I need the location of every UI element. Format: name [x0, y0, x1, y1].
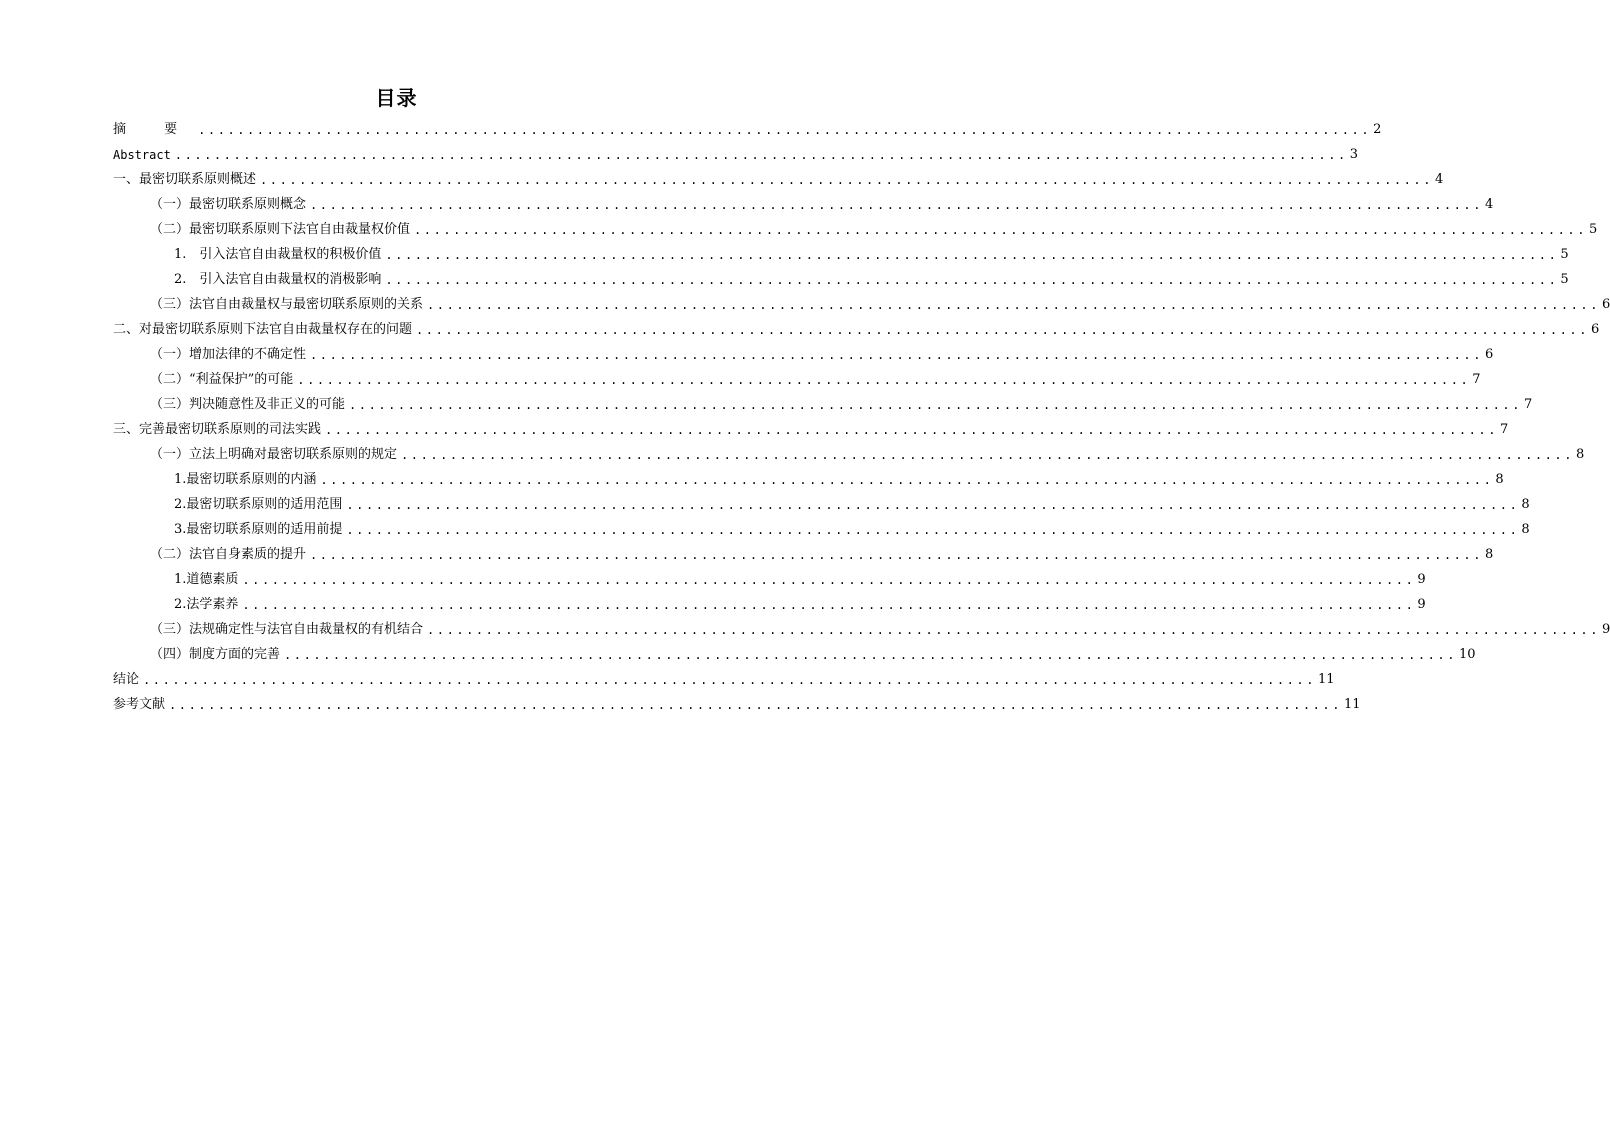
toc-leader: ........................................................................................................................: [346, 523, 1520, 537]
toc-entry-page: 5: [1560, 247, 1569, 262]
toc-entry-page: 8: [1495, 472, 1504, 487]
toc-leader: ........................................................................................................................: [416, 323, 1589, 337]
toc-entry-label: 二、对最密切联系原则下法官自由裁量权存在的问题: [113, 322, 413, 337]
toc-entry-page: 2: [1373, 122, 1382, 137]
toc-leader: ........................................................................................................................: [143, 673, 1316, 687]
toc-entry[interactable]: [150, 445, 1585, 465]
toc-entry-label: （三）判决随意性及非正义的可能: [150, 397, 346, 412]
toc-entry-label: （三）法官自由裁量权与最密切联系原则的关系: [150, 297, 424, 312]
page-title: 目录: [375, 86, 418, 110]
toc-entry[interactable]: [150, 620, 1610, 640]
toc-entry[interactable]: [174, 570, 1426, 590]
toc-leader: ........................................................................................................................: [349, 398, 1522, 412]
toc-entry-page: 8: [1521, 497, 1530, 512]
toc-entry-label: 结论: [113, 672, 140, 687]
toc-leader: ........................................................................................................................: [320, 473, 1494, 487]
toc-entry[interactable]: [113, 120, 1382, 140]
toc-entry-label: 1. 引入法官自由裁量权的积极价值: [174, 247, 382, 262]
toc-leader: ........................................................................................................................: [346, 498, 1520, 512]
toc-entry-label: （二）法官自身素质的提升: [150, 547, 307, 562]
toc-leader: ........................................................................................................................: [198, 123, 1372, 137]
toc-entry-page: 11: [1343, 697, 1361, 712]
toc-entry[interactable]: [150, 195, 1494, 215]
toc-entry[interactable]: [150, 295, 1610, 315]
toc-entry-page: 8: [1575, 447, 1585, 462]
toc-entry-label: Abstract: [113, 148, 171, 162]
toc-entry[interactable]: [174, 595, 1426, 615]
toc-entry[interactable]: [113, 170, 1444, 190]
toc-entry-label: （一）立法上明确对最密切联系原则的规定: [150, 447, 398, 462]
toc-leader: ........................................................................................................................: [310, 348, 1483, 362]
toc-entry-page: 7: [1499, 422, 1509, 437]
toc-leader: ........................................................................................................................: [284, 648, 1457, 662]
toc-entry[interactable]: [174, 520, 1530, 540]
toc-entry-page: 7: [1523, 397, 1533, 412]
toc-entry-page: 11: [1317, 672, 1335, 687]
toc-entry-page: 9: [1417, 597, 1426, 612]
toc-entry[interactable]: [113, 145, 1359, 165]
toc-leader: ........................................................................................................................: [169, 698, 1342, 712]
toc-entry-label: 2.法学素养: [174, 597, 239, 612]
toc-leader: ........................................................................................................................: [297, 373, 1471, 387]
toc-entry[interactable]: [150, 345, 1494, 365]
toc-leader: ........................................................................................................................: [325, 423, 1498, 437]
toc-leader: ........................................................................................................................: [260, 173, 1433, 187]
toc-leader: ........................................................................................................................: [427, 623, 1600, 637]
toc-entry-page: 6: [1601, 297, 1610, 312]
toc-entry-label: （一）最密切联系原则概念: [150, 197, 307, 212]
toc-leader: ........................................................................................................................: [310, 548, 1483, 562]
toc-entry-label: 三、完善最密切联系原则的司法实践: [113, 422, 322, 437]
toc-entry[interactable]: [150, 370, 1481, 390]
toc-leader: ........................................................................................................................: [414, 223, 1587, 237]
toc-entry-label: 一、最密切联系原则概述: [113, 172, 257, 187]
toc-entry-page: 8: [1484, 547, 1494, 562]
toc-entry-label: （三）法规确定性与法官自由裁量权的有机结合: [150, 622, 424, 637]
toc-leader: ........................................................................................................................: [427, 298, 1600, 312]
toc-leader: ........................................................................................................................: [242, 598, 1416, 612]
toc-entry-page: 5: [1560, 272, 1569, 287]
toc-entry-label: （一）增加法律的不确定性: [150, 347, 307, 362]
toc-entry[interactable]: [174, 270, 1569, 290]
toc-entry-page: 7: [1472, 372, 1481, 387]
toc-entry-page: 9: [1601, 622, 1610, 637]
toc-entry-page: 8: [1521, 522, 1530, 537]
toc-entry[interactable]: [113, 320, 1600, 340]
toc-entry[interactable]: [150, 395, 1533, 415]
toc-leader: ........................................................................................................................: [242, 573, 1416, 587]
toc-entry-page: 4: [1434, 172, 1444, 187]
toc-entry[interactable]: [150, 645, 1476, 665]
toc-entry[interactable]: [150, 220, 1598, 240]
toc-entry[interactable]: [113, 670, 1335, 690]
toc-entry-page: 3: [1349, 147, 1359, 162]
toc-leader: ........................................................................................................................: [385, 273, 1559, 287]
toc-entry[interactable]: [113, 420, 1509, 440]
toc-entry-label: 参考文献: [113, 697, 166, 712]
toc-entry-page: 6: [1484, 347, 1494, 362]
toc-entry-label: 1.最密切联系原则的内涵: [174, 472, 317, 487]
toc-entry-label: （四）制度方面的完善: [150, 647, 281, 662]
toc-entry[interactable]: [174, 470, 1504, 490]
toc-leader: ........................................................................................................................: [385, 248, 1559, 262]
toc-entry-page: 4: [1484, 197, 1494, 212]
toc-entry[interactable]: [150, 545, 1494, 565]
toc-entry-label: 2. 引入法官自由裁量权的消极影响: [174, 272, 382, 287]
toc-entry-page: 5: [1588, 222, 1598, 237]
toc-entry[interactable]: [174, 245, 1569, 265]
toc-entry[interactable]: [174, 495, 1530, 515]
toc-entry-label: 2.最密切联系原则的适用范围: [174, 497, 343, 512]
toc-entry-label: （二）“利益保护”的可能: [150, 372, 294, 387]
toc-entry-label: 摘 要: [113, 122, 195, 137]
toc-entry-label: （二）最密切联系原则下法官自由裁量权价值: [150, 222, 411, 237]
toc-entry-label: 3.最密切联系原则的适用前提: [174, 522, 343, 537]
toc-entry[interactable]: [113, 695, 1361, 715]
toc-leader: ........................................................................................................................: [174, 148, 1348, 162]
toc-entry-page: 6: [1590, 322, 1600, 337]
toc-entry-page: 10: [1458, 647, 1476, 662]
toc-leader: ........................................................................................................................: [310, 198, 1483, 212]
toc-leader: ........................................................................................................................: [401, 448, 1574, 462]
toc-entry-label: 1.道德素质: [174, 572, 239, 587]
toc-entry-page: 9: [1417, 572, 1426, 587]
